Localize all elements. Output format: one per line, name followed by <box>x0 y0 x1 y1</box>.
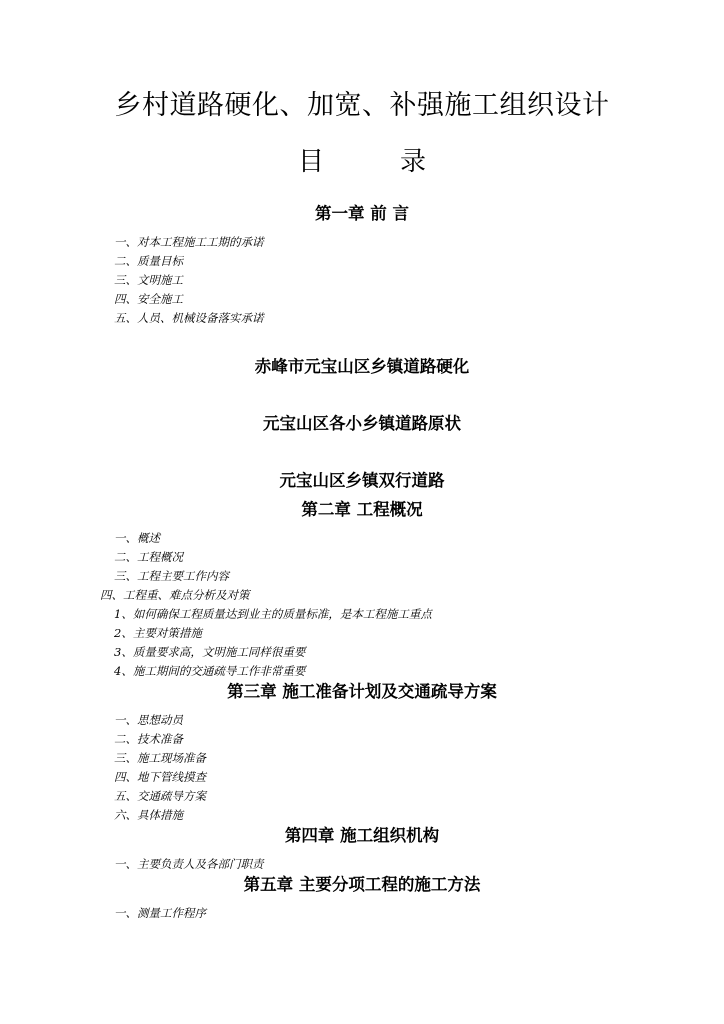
document-title: 乡村道路硬化、加宽、补强施工组织设计 <box>114 90 610 121</box>
toc-item: 一、对本工程施工工期的承诺 <box>114 235 264 249</box>
toc-item: 六、具体措施 <box>114 808 183 822</box>
toc-item: 四、安全施工 <box>114 292 183 306</box>
toc-item: 三、文明施工 <box>114 273 183 287</box>
chapter-2-heading: 第二章 工程概况 <box>301 500 423 519</box>
toc-item: 一、概述 <box>114 531 160 545</box>
toc-title <box>0 145 724 179</box>
toc-item: 五、交通疏导方案 <box>114 789 206 803</box>
toc-subitem: 1、如何确保工程质量达到业主的质量标准，是本工程施工重点 <box>114 607 432 621</box>
toc-item: 五、人员、机械设备落实承诺 <box>114 311 264 325</box>
toc-title-right: 录 <box>400 147 427 177</box>
subheading: 元宝山区各小乡镇道路原状 <box>263 414 461 433</box>
chapter-3-heading: 第三章 施工准备计划及交通疏导方案 <box>227 682 497 701</box>
toc-item: 四、工程重、难点分析及对策 <box>100 588 250 602</box>
toc-item: 二、工程概况 <box>114 550 183 564</box>
toc-item: 四、地下管线摸查 <box>114 770 206 784</box>
toc-item: 一、测量工作程序 <box>114 906 206 920</box>
toc-item: 一、主要负责人及各部门职责 <box>114 857 264 871</box>
toc-subitem: 4、施工期间的交通疏导工作非常重要 <box>114 664 306 678</box>
toc-subitem: 3、质量要求高，文明施工同样很重要 <box>114 645 306 659</box>
chapter-5-heading: 第五章 主要分项工程的施工方法 <box>243 875 481 894</box>
toc-item: 二、技术准备 <box>114 732 183 746</box>
toc-item: 三、施工现场准备 <box>114 751 206 765</box>
chapter-4-heading: 第四章 施工组织机构 <box>284 826 440 845</box>
toc-title-left: 目 <box>297 147 324 177</box>
toc-item: 二、质量目标 <box>114 254 183 268</box>
subheading: 赤峰市元宝山区乡镇道路硬化 <box>254 357 470 376</box>
toc-item: 一、思想动员 <box>114 713 183 727</box>
chapter-1-heading: 第一章 前 言 <box>315 204 409 223</box>
toc-item: 三、工程主要工作内容 <box>114 569 229 583</box>
toc-subitem: 2、主要对策措施 <box>114 626 202 640</box>
subheading: 元宝山区乡镇双行道路 <box>279 471 445 490</box>
